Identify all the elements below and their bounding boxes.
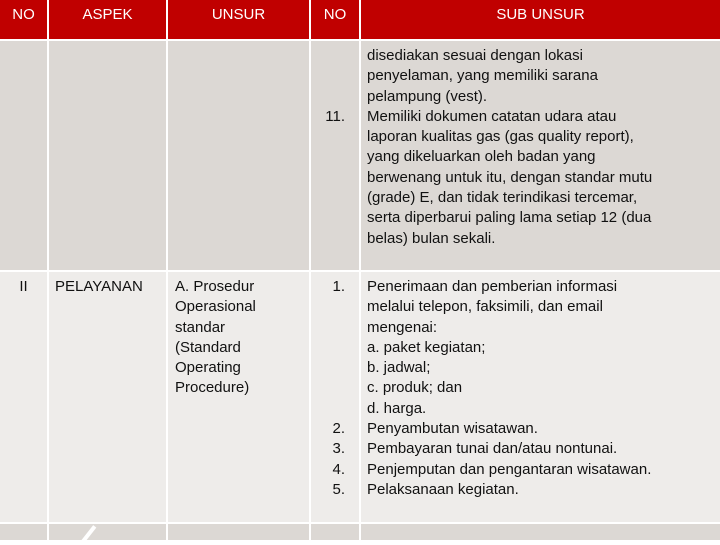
sub-unsur-line: Penyambutan wisatawan.: [367, 420, 538, 438]
sub-unsur-line: melalui telepon, faksimili, dan email: [367, 298, 603, 316]
sub-unsur-line: serta diperbarui paling lama setiap 12 (dua: [367, 209, 652, 227]
sub-unsur-line: yang dikeluarkan oleh badan yang: [367, 148, 596, 166]
sub-unsur-line: b. jadwal;: [367, 359, 431, 377]
item-number: [311, 297, 345, 317]
item-number: [311, 338, 345, 358]
item-number: 2.: [332, 420, 345, 438]
row1-sub-unsur-cell: [361, 41, 720, 270]
header-unsur-label: UNSUR: [211, 6, 266, 23]
row2-no: II: [19, 278, 28, 295]
unsur-line: A. Prosedur: [175, 278, 255, 295]
header-no-label: NO: [12, 6, 35, 23]
sub-unsur-line: d. harga.: [367, 399, 427, 417]
unsur-line: (Standard: [175, 338, 241, 356]
sub-unsur-line: a. paket kegiatan;: [367, 338, 486, 356]
row3-item-no-cell: [311, 524, 359, 540]
sub-unsur-line: penyelaman, yang memiliki sarana: [367, 67, 598, 85]
row1-unsur-cell: [168, 41, 309, 270]
unsur-line: Procedure): [175, 379, 250, 397]
sub-unsur-line: c. produk; dan: [367, 379, 463, 397]
header-unsur: [168, 0, 309, 39]
unsur-line: standar: [175, 318, 226, 336]
sub-unsur-line: (grade) E, dan tidak terindikasi tercemar,: [367, 189, 638, 207]
item-number: 1.: [332, 278, 345, 295]
row2-no-cell: [0, 272, 47, 522]
header-no: [0, 0, 47, 39]
sub-unsur-line: Penjemputan dan pengantaran wisatawan.: [367, 460, 652, 478]
row3-unsur-cell: [168, 524, 309, 540]
item-number: [311, 358, 345, 378]
row2-aspek: PELAYANAN: [55, 278, 143, 295]
item-number: [311, 378, 345, 398]
item-number: 5.: [332, 480, 345, 498]
sub-unsur-line: berwenang untuk itu, dengan standar mutu: [367, 168, 653, 186]
item-number: [311, 318, 345, 338]
row2-aspek-cell: [49, 272, 166, 522]
row3-sub-unsur-cell: [361, 524, 720, 540]
sub-unsur-line: Pembayaran tunai dan/atau nontunai.: [367, 440, 618, 458]
header-sub-unsur: [361, 0, 720, 39]
item-number: 4.: [332, 460, 345, 478]
row3-no-cell: [0, 524, 47, 540]
item-number: 3.: [332, 440, 345, 458]
header-sub-unsur-label: SUB UNSUR: [496, 6, 585, 23]
sub-unsur-line: Penerimaan dan pemberian informasi: [367, 278, 618, 295]
header-aspek: [49, 0, 166, 39]
sub-unsur-line: disediakan sesuai dengan lokasi: [367, 47, 583, 64]
sub-unsur-line: laporan kualitas gas (gas quality report),: [367, 128, 634, 146]
row2-sub-unsur-cell: [361, 272, 720, 522]
sub-unsur-line: Memiliki dokumen catatan udara atau: [367, 107, 617, 125]
sub-unsur-line: belas) bulan sekali.: [367, 229, 496, 247]
sub-unsur-line: Pelaksanaan kegiatan.: [367, 480, 519, 498]
row1-item-no-cell: [311, 41, 359, 270]
unsur-line: Operasional: [175, 298, 256, 316]
item-number: [311, 399, 345, 419]
header-no2: [311, 0, 359, 39]
row2-unsur-cell: [168, 272, 309, 522]
sub-unsur-line: pelampung (vest).: [367, 87, 488, 105]
unsur-line: Operating: [175, 359, 241, 377]
row2-item-no-cell: [311, 272, 359, 522]
header-aspek-label: ASPEK: [82, 6, 133, 23]
row1-aspek-cell: [49, 41, 166, 270]
row1-item-no: 11.: [325, 108, 345, 125]
header-no2-label: NO: [323, 6, 347, 23]
sub-unsur-line: mengenai:: [367, 318, 438, 336]
row1-no-cell: [0, 41, 47, 270]
row3-aspek-cell: [49, 524, 166, 540]
